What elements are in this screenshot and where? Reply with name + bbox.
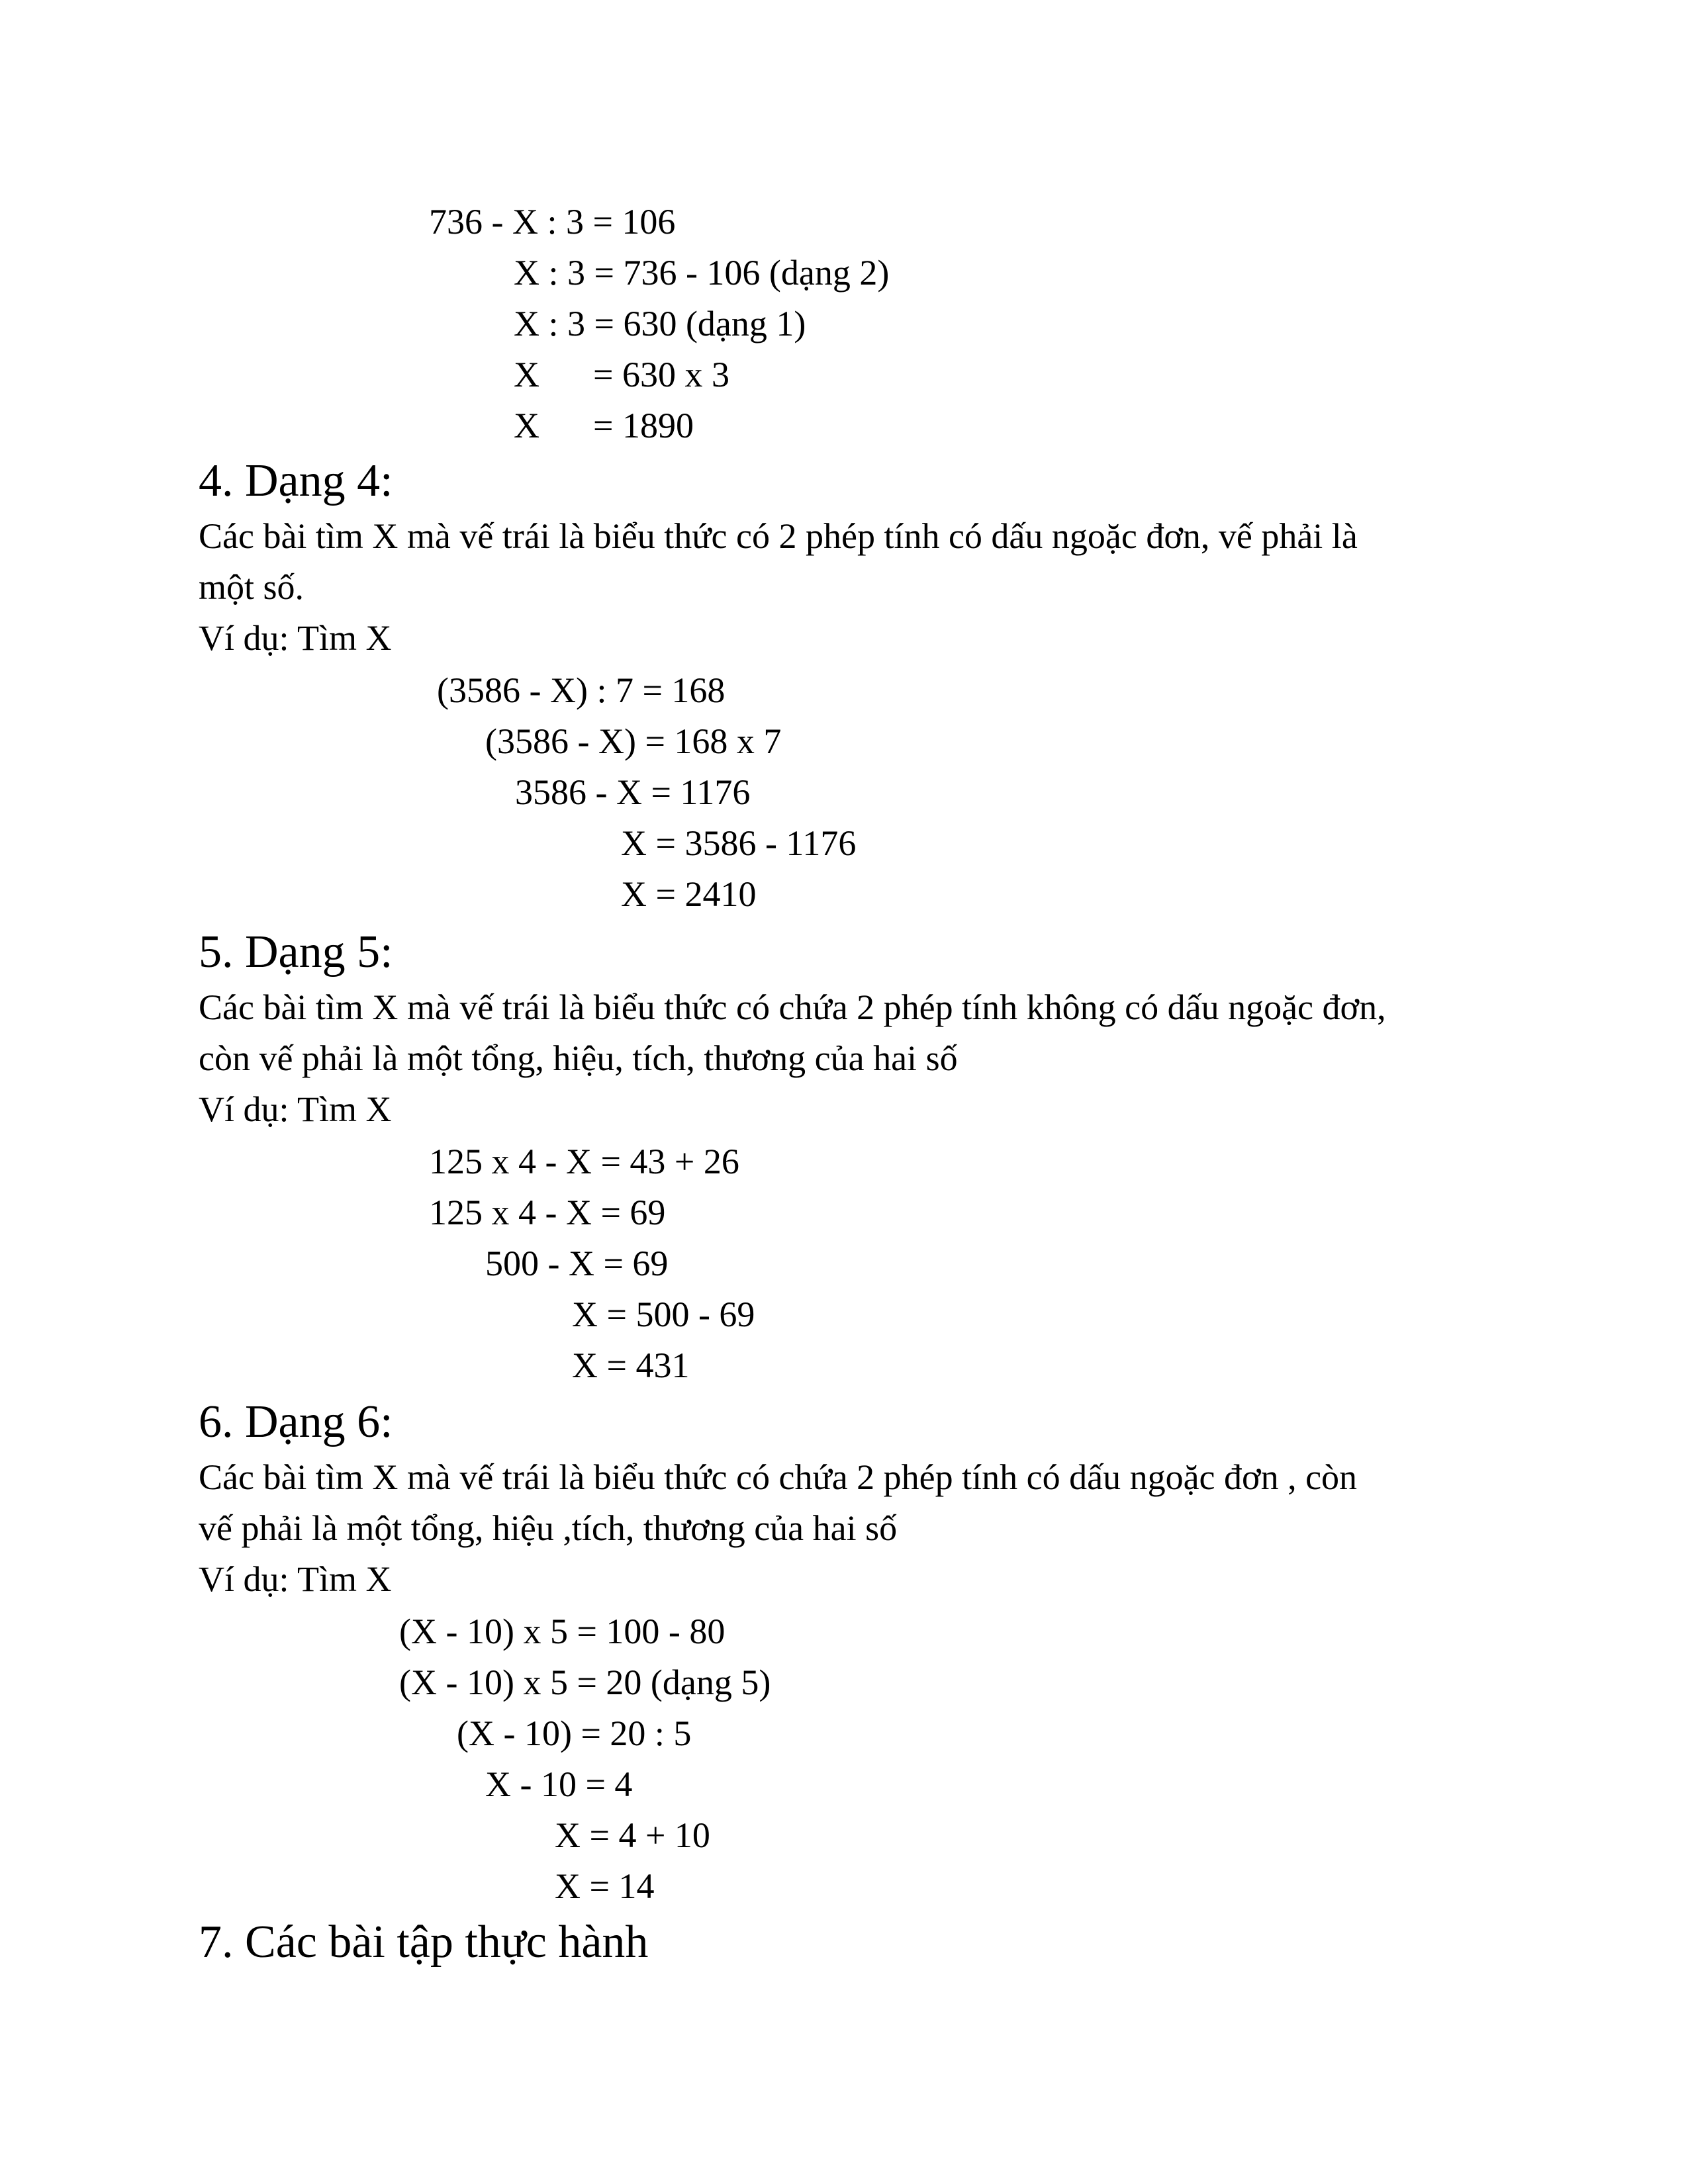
equation-line: 3586 - X = 1176 — [515, 772, 751, 812]
section-description: còn vế phải là một tổng, hiệu, tích, thương của hai số — [199, 1038, 958, 1078]
section-heading: 5. Dạng 5: — [199, 927, 393, 978]
equation-line: (X - 10) x 5 = 100 - 80 — [399, 1612, 726, 1651]
equation-line: X : 3 = 736 - 106 (dạng 2) — [514, 253, 890, 293]
equation-line: X : 3 = 630 (dạng 1) — [514, 304, 806, 343]
equation-line: X = 2410 — [621, 874, 757, 914]
section-description: Các bài tìm X mà vế trái là biểu thức có 2 phép tính có dấu ngoặc đơn, vế phải là — [199, 516, 1358, 556]
section-heading: 7. Các bài tập thực hành — [199, 1917, 649, 1968]
equation-line: (X - 10) x 5 = 20 (dạng 5) — [399, 1662, 771, 1702]
equation-line: X = 500 - 69 — [572, 1295, 755, 1334]
example-label: Ví dụ: Tìm X — [199, 1559, 392, 1599]
section-heading: 6. Dạng 6: — [199, 1396, 393, 1447]
section-description: Các bài tìm X mà vế trái là biểu thức có chứa 2 phép tính có dấu ngoặc đơn , còn — [199, 1457, 1358, 1497]
equation-line: X = 14 — [555, 1866, 655, 1906]
equation-line: X = 630 x 3 — [514, 355, 729, 394]
example-label: Ví dụ: Tìm X — [199, 1089, 392, 1129]
section-description: một số. — [199, 567, 305, 607]
example-label: Ví dụ: Tìm X — [199, 618, 392, 658]
equation-line: X = 431 — [572, 1345, 690, 1385]
equation-line: X = 1890 — [514, 406, 694, 445]
equation-line: (X - 10) = 20 : 5 — [457, 1713, 692, 1753]
equation-line: 500 - X = 69 — [485, 1244, 669, 1283]
section-heading: 4. Dạng 4: — [199, 455, 393, 506]
section-description: vế phải là một tổng, hiệu ,tích, thương của hai số — [199, 1508, 898, 1548]
equation-line: 736 - X : 3 = 106 — [429, 202, 676, 242]
equation-line: (3586 - X) : 7 = 168 — [437, 670, 726, 710]
equation-line: (3586 - X) = 168 x 7 — [485, 721, 782, 761]
section-description: Các bài tìm X mà vế trái là biểu thức có chứa 2 phép tính không có dấu ngoặc đơn, — [199, 987, 1386, 1027]
equation-line: X = 4 + 10 — [555, 1815, 710, 1855]
equation-line: 125 x 4 - X = 69 — [429, 1193, 666, 1232]
equation-line: X = 3586 - 1176 — [621, 823, 857, 863]
equation-line: X - 10 = 4 — [485, 1764, 633, 1804]
equation-line: 125 x 4 - X = 43 + 26 — [429, 1142, 739, 1181]
